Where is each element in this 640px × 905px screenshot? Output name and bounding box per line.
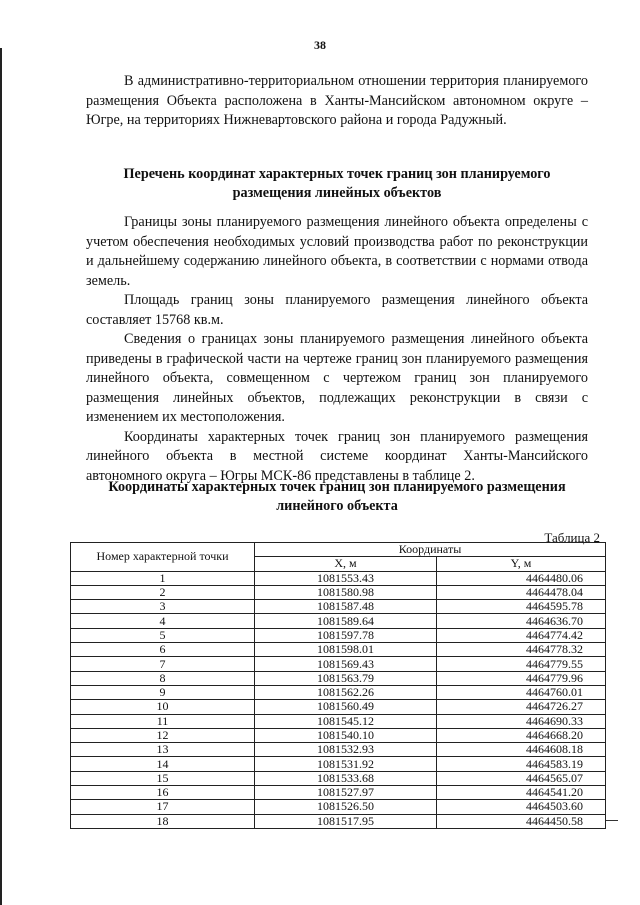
y-coordinate-cell: 4464608.18 [437, 743, 606, 757]
intro-paragraph [86, 72, 588, 131]
table-row [71, 614, 606, 628]
table-row [71, 657, 606, 671]
y-coordinate-cell: 4464450.58 [437, 814, 606, 828]
y-coordinate-cell: 4464690.33 [437, 714, 606, 728]
body-paragraph: Границы зоны планируемого размещения линейного объекта определены с учетом обеспечения необходимых условий производства работ по реконструкции и дальнейшему содержанию линейного объекта, в соответствии с нормами отвода земель. [86, 214, 588, 289]
x-coordinate-cell: 1081540.10 [255, 728, 437, 742]
point-number-cell: 17 [71, 800, 255, 814]
x-coordinate-cell: 1081589.64 [255, 614, 437, 628]
point-number-cell: 10 [71, 700, 255, 714]
x-coordinate-cell: 1081527.97 [255, 786, 437, 800]
y-coordinate-cell: 4464565.07 [437, 771, 606, 785]
y-coordinate-cell: 4464779.96 [437, 671, 606, 685]
y-coordinate-cell: 4464503.60 [437, 800, 606, 814]
y-coordinate-cell: 4464668.20 [437, 728, 606, 742]
header-coordinates: Координаты [255, 543, 606, 557]
section-heading: Перечень координат характерных точек границ зон планируемого размещения линейных объектов [123, 166, 551, 201]
table-row [71, 814, 606, 828]
table-row [71, 714, 606, 728]
table-row [71, 757, 606, 771]
x-coordinate-cell: 1081553.43 [255, 571, 437, 585]
point-number-cell: 4 [71, 614, 255, 628]
table-row [71, 700, 606, 714]
body-paragraph: Сведения о границах зоны планируемого размещения линейного объекта приведены в графической части на чертеже границ зон планируемого размещения линейного объекта, совмещенном с чертежом границ зон планируемого размещения линейных объектов, подлежащих реконструкции в связи с изменением их местоположения. [86, 331, 588, 425]
body-paragraph: Площадь границ зоны планируемого размещения линейного объекта составляет 15768 кв.м. [86, 292, 588, 328]
point-number-cell: 13 [71, 743, 255, 757]
point-number-cell: 8 [71, 671, 255, 685]
x-coordinate-cell: 1081545.12 [255, 714, 437, 728]
point-number-cell: 5 [71, 628, 255, 642]
point-number-cell: 3 [71, 600, 255, 614]
point-number-cell: 14 [71, 757, 255, 771]
left-margin-rule [0, 48, 2, 905]
point-number-cell: 2 [71, 585, 255, 599]
x-coordinate-cell: 1081526.50 [255, 800, 437, 814]
y-coordinate-cell: 4464478.04 [437, 585, 606, 599]
point-number-cell: 9 [71, 685, 255, 699]
x-coordinate-cell: 1081533.68 [255, 771, 437, 785]
header-point-number: Номер характерной точки [71, 543, 255, 572]
y-coordinate-cell: 4464760.01 [437, 685, 606, 699]
point-number-cell: 18 [71, 814, 255, 828]
point-number-cell: 1 [71, 571, 255, 585]
y-coordinate-cell: 4464636.70 [437, 614, 606, 628]
table-row [71, 671, 606, 685]
table-heading: Координаты характерных точек границ зон планируемого размещения линейного объекта [108, 479, 566, 514]
x-coordinate-cell: 1081597.78 [255, 628, 437, 642]
table-row [71, 800, 606, 814]
x-coordinate-cell: 1081563.79 [255, 671, 437, 685]
table-row [71, 685, 606, 699]
point-number-cell: 12 [71, 728, 255, 742]
x-coordinate-cell: 1081580.98 [255, 585, 437, 599]
coordinates-table [70, 542, 606, 829]
table-row [71, 571, 606, 585]
x-coordinate-cell: 1081531.92 [255, 757, 437, 771]
table-row [71, 728, 606, 742]
y-coordinate-cell: 4464541.20 [437, 786, 606, 800]
table-row [71, 643, 606, 657]
y-coordinate-cell: 4464583.19 [437, 757, 606, 771]
point-number-cell: 16 [71, 786, 255, 800]
point-number-cell: 11 [71, 714, 255, 728]
x-coordinate-cell: 1081569.43 [255, 657, 437, 671]
margin-mark [606, 820, 618, 821]
y-coordinate-cell: 4464726.27 [437, 700, 606, 714]
x-coordinate-cell: 1081562.26 [255, 685, 437, 699]
table-row [71, 771, 606, 785]
point-number-cell: 7 [71, 657, 255, 671]
table-row [71, 786, 606, 800]
y-coordinate-cell: 4464480.06 [437, 571, 606, 585]
table-row [71, 585, 606, 599]
intro-text: В административно-территориальном отношении территория планируемого размещения Объекта расположена в Ханты-Мансийском автономном округе – Югре, на территориях Нижневартовского района и города Радужный. [86, 73, 588, 128]
x-coordinate-cell: 1081517.95 [255, 814, 437, 828]
page-number: 38 [314, 38, 326, 52]
y-coordinate-cell: 4464779.55 [437, 657, 606, 671]
header-y: Y, м [437, 557, 606, 571]
table-caption: Таблица 2 [544, 530, 600, 545]
table-row [71, 600, 606, 614]
y-coordinate-cell: 4464774.42 [437, 628, 606, 642]
x-coordinate-cell: 1081532.93 [255, 743, 437, 757]
x-coordinate-cell: 1081560.49 [255, 700, 437, 714]
point-number-cell: 15 [71, 771, 255, 785]
table-row [71, 743, 606, 757]
header-x: X, м [255, 557, 437, 571]
body-paragraph: Координаты характерных точек границ зон планируемого размещения линейного объекта в местной системе координат Ханты-Мансийского автономного округа – Югры МСК-86 представлены в таблице 2. [86, 428, 588, 484]
table-row [71, 628, 606, 642]
body-text [86, 213, 588, 486]
y-coordinate-cell: 4464595.78 [437, 600, 606, 614]
x-coordinate-cell: 1081598.01 [255, 643, 437, 657]
x-coordinate-cell: 1081587.48 [255, 600, 437, 614]
y-coordinate-cell: 4464778.32 [437, 643, 606, 657]
point-number-cell: 6 [71, 643, 255, 657]
